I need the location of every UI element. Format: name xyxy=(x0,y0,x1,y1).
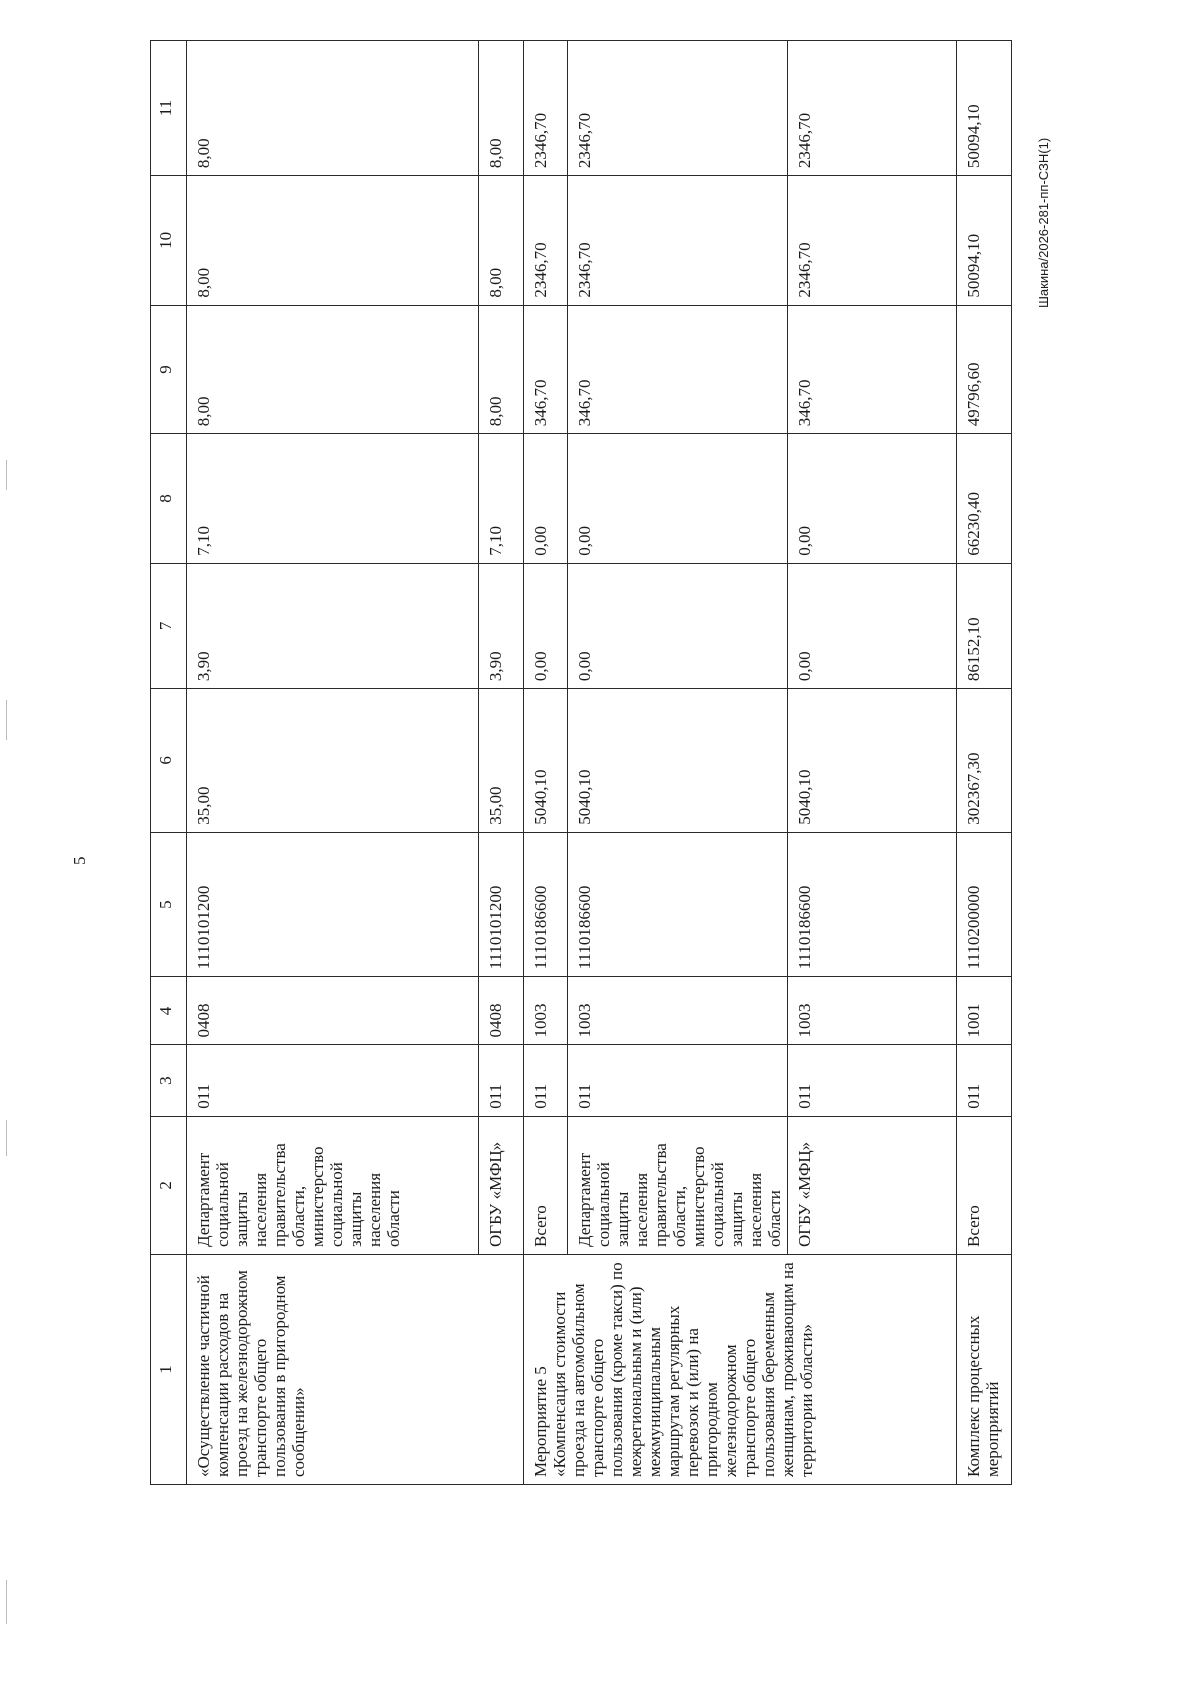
amount-cell: 2346,70 xyxy=(524,176,568,306)
amount-cell: 86152,10 xyxy=(957,563,1012,688)
amount-cell: 0,00 xyxy=(568,563,788,688)
measure-name-cell: «Осуществление частичной компенсации расходов на проезд на железнодорожном транспорте общего пользования в пригородном сообщении» xyxy=(187,1254,524,1484)
grbs-code-cell: 011 xyxy=(187,1045,479,1116)
amount-cell: 0,00 xyxy=(524,434,568,564)
section-code-cell: 1001 xyxy=(957,977,1012,1045)
target-article-cell: 1110200000 xyxy=(957,832,1012,977)
amount-cell: 35,00 xyxy=(479,689,524,833)
amount-cell: 0,00 xyxy=(524,563,568,688)
measure-name-cell: Комплекс процессных мероприятий xyxy=(957,1254,1012,1484)
column-number-header: 8 xyxy=(151,434,187,564)
section-code-cell: 1003 xyxy=(568,977,788,1045)
amount-cell: 2346,70 xyxy=(788,41,957,176)
amount-cell: 0,00 xyxy=(788,434,957,564)
section-code-cell: 1003 xyxy=(524,977,568,1045)
amount-cell: 0,00 xyxy=(788,563,957,688)
column-number-header: 4 xyxy=(151,977,187,1045)
grbs-code-cell: 011 xyxy=(568,1045,788,1116)
amount-cell: 8,00 xyxy=(187,176,479,306)
table-row xyxy=(957,41,1012,1485)
amount-cell: 2346,70 xyxy=(788,176,957,306)
amount-cell: 8,00 xyxy=(479,305,524,434)
scan-artifact xyxy=(6,460,7,490)
amount-cell: 8,00 xyxy=(479,176,524,306)
table-row xyxy=(187,41,479,1485)
amount-cell: 5040,10 xyxy=(568,689,788,833)
amount-cell: 346,70 xyxy=(524,305,568,434)
column-number-header: 10 xyxy=(151,176,187,306)
amount-cell: 49796,60 xyxy=(957,305,1012,434)
executor-cell: ОГБУ «МФЦ» xyxy=(479,1116,524,1254)
grbs-code-cell: 011 xyxy=(957,1045,1012,1116)
column-number-header: 9 xyxy=(151,305,187,434)
scan-artifact xyxy=(6,700,7,740)
amount-cell: 5040,10 xyxy=(524,689,568,833)
section-code-cell: 0408 xyxy=(479,977,524,1045)
target-article-cell: 1110186600 xyxy=(568,832,788,977)
table-row xyxy=(524,41,568,1485)
target-article-cell: 1110101200 xyxy=(187,832,479,977)
amount-cell: 8,00 xyxy=(187,305,479,434)
amount-cell: 8,00 xyxy=(479,41,524,176)
amount-cell: 50094,10 xyxy=(957,176,1012,306)
column-number-header: 6 xyxy=(151,689,187,833)
scan-artifact xyxy=(6,1580,7,1624)
document-code: Шакина/2026-281-пп-СЗН(1) xyxy=(1036,137,1051,308)
amount-cell: 346,70 xyxy=(568,305,788,434)
grbs-code-cell: 011 xyxy=(524,1045,568,1116)
column-number-header: 1 xyxy=(151,1254,187,1484)
amount-cell: 7,10 xyxy=(187,434,479,564)
amount-cell: 302367,30 xyxy=(957,689,1012,833)
page-number: 5 xyxy=(70,856,89,865)
amount-cell: 3,90 xyxy=(479,563,524,688)
amount-cell: 2346,70 xyxy=(568,41,788,176)
amount-cell: 5040,10 xyxy=(788,689,957,833)
amount-cell: 2346,70 xyxy=(568,176,788,306)
header-row xyxy=(151,41,187,1485)
section-code-cell: 1003 xyxy=(788,977,957,1045)
section-code-cell: 0408 xyxy=(187,977,479,1045)
column-number-header: 5 xyxy=(151,832,187,977)
column-number-header: 11 xyxy=(151,41,187,176)
target-article-cell: 1110186600 xyxy=(788,832,957,977)
amount-cell: 3,90 xyxy=(187,563,479,688)
amount-cell: 66230,40 xyxy=(957,434,1012,564)
amount-cell: 8,00 xyxy=(187,41,479,176)
rotated-table-container xyxy=(150,40,1000,1485)
executor-cell: Всего xyxy=(524,1116,568,1254)
amount-cell: 35,00 xyxy=(187,689,479,833)
scan-artifact xyxy=(6,1120,7,1156)
column-number-header: 7 xyxy=(151,563,187,688)
executor-cell: Департамент социальной защиты населения правительства области, министерство социальной защиты населения области xyxy=(568,1116,788,1254)
measure-name-cell: Мероприятие 5 «Компенсация стоимости проезда на автомобильном транспорте общего пользования (кроме такси) по межрегиональным и (или) межмуниципальным маршрутам регулярных перевозок и (или) на пригородном железнодорожном транспорте общего пользования беременным женщинам, проживающим на территории области» xyxy=(524,1254,957,1484)
executor-cell: Департамент социальной защиты населения правительства области, министерство социальной защиты населения области xyxy=(187,1116,479,1254)
finance-table xyxy=(150,40,1012,1485)
executor-cell: Всего xyxy=(957,1116,1012,1254)
target-article-cell: 1110186600 xyxy=(524,832,568,977)
column-number-header: 2 xyxy=(151,1116,187,1254)
amount-cell: 0,00 xyxy=(568,434,788,564)
amount-cell: 2346,70 xyxy=(524,41,568,176)
grbs-code-cell: 011 xyxy=(479,1045,524,1116)
column-number-header: 3 xyxy=(151,1045,187,1116)
target-article-cell: 1110101200 xyxy=(479,832,524,977)
amount-cell: 50094,10 xyxy=(957,41,1012,176)
amount-cell: 7,10 xyxy=(479,434,524,564)
amount-cell: 346,70 xyxy=(788,305,957,434)
grbs-code-cell: 011 xyxy=(788,1045,957,1116)
executor-cell: ОГБУ «МФЦ» xyxy=(788,1116,957,1254)
